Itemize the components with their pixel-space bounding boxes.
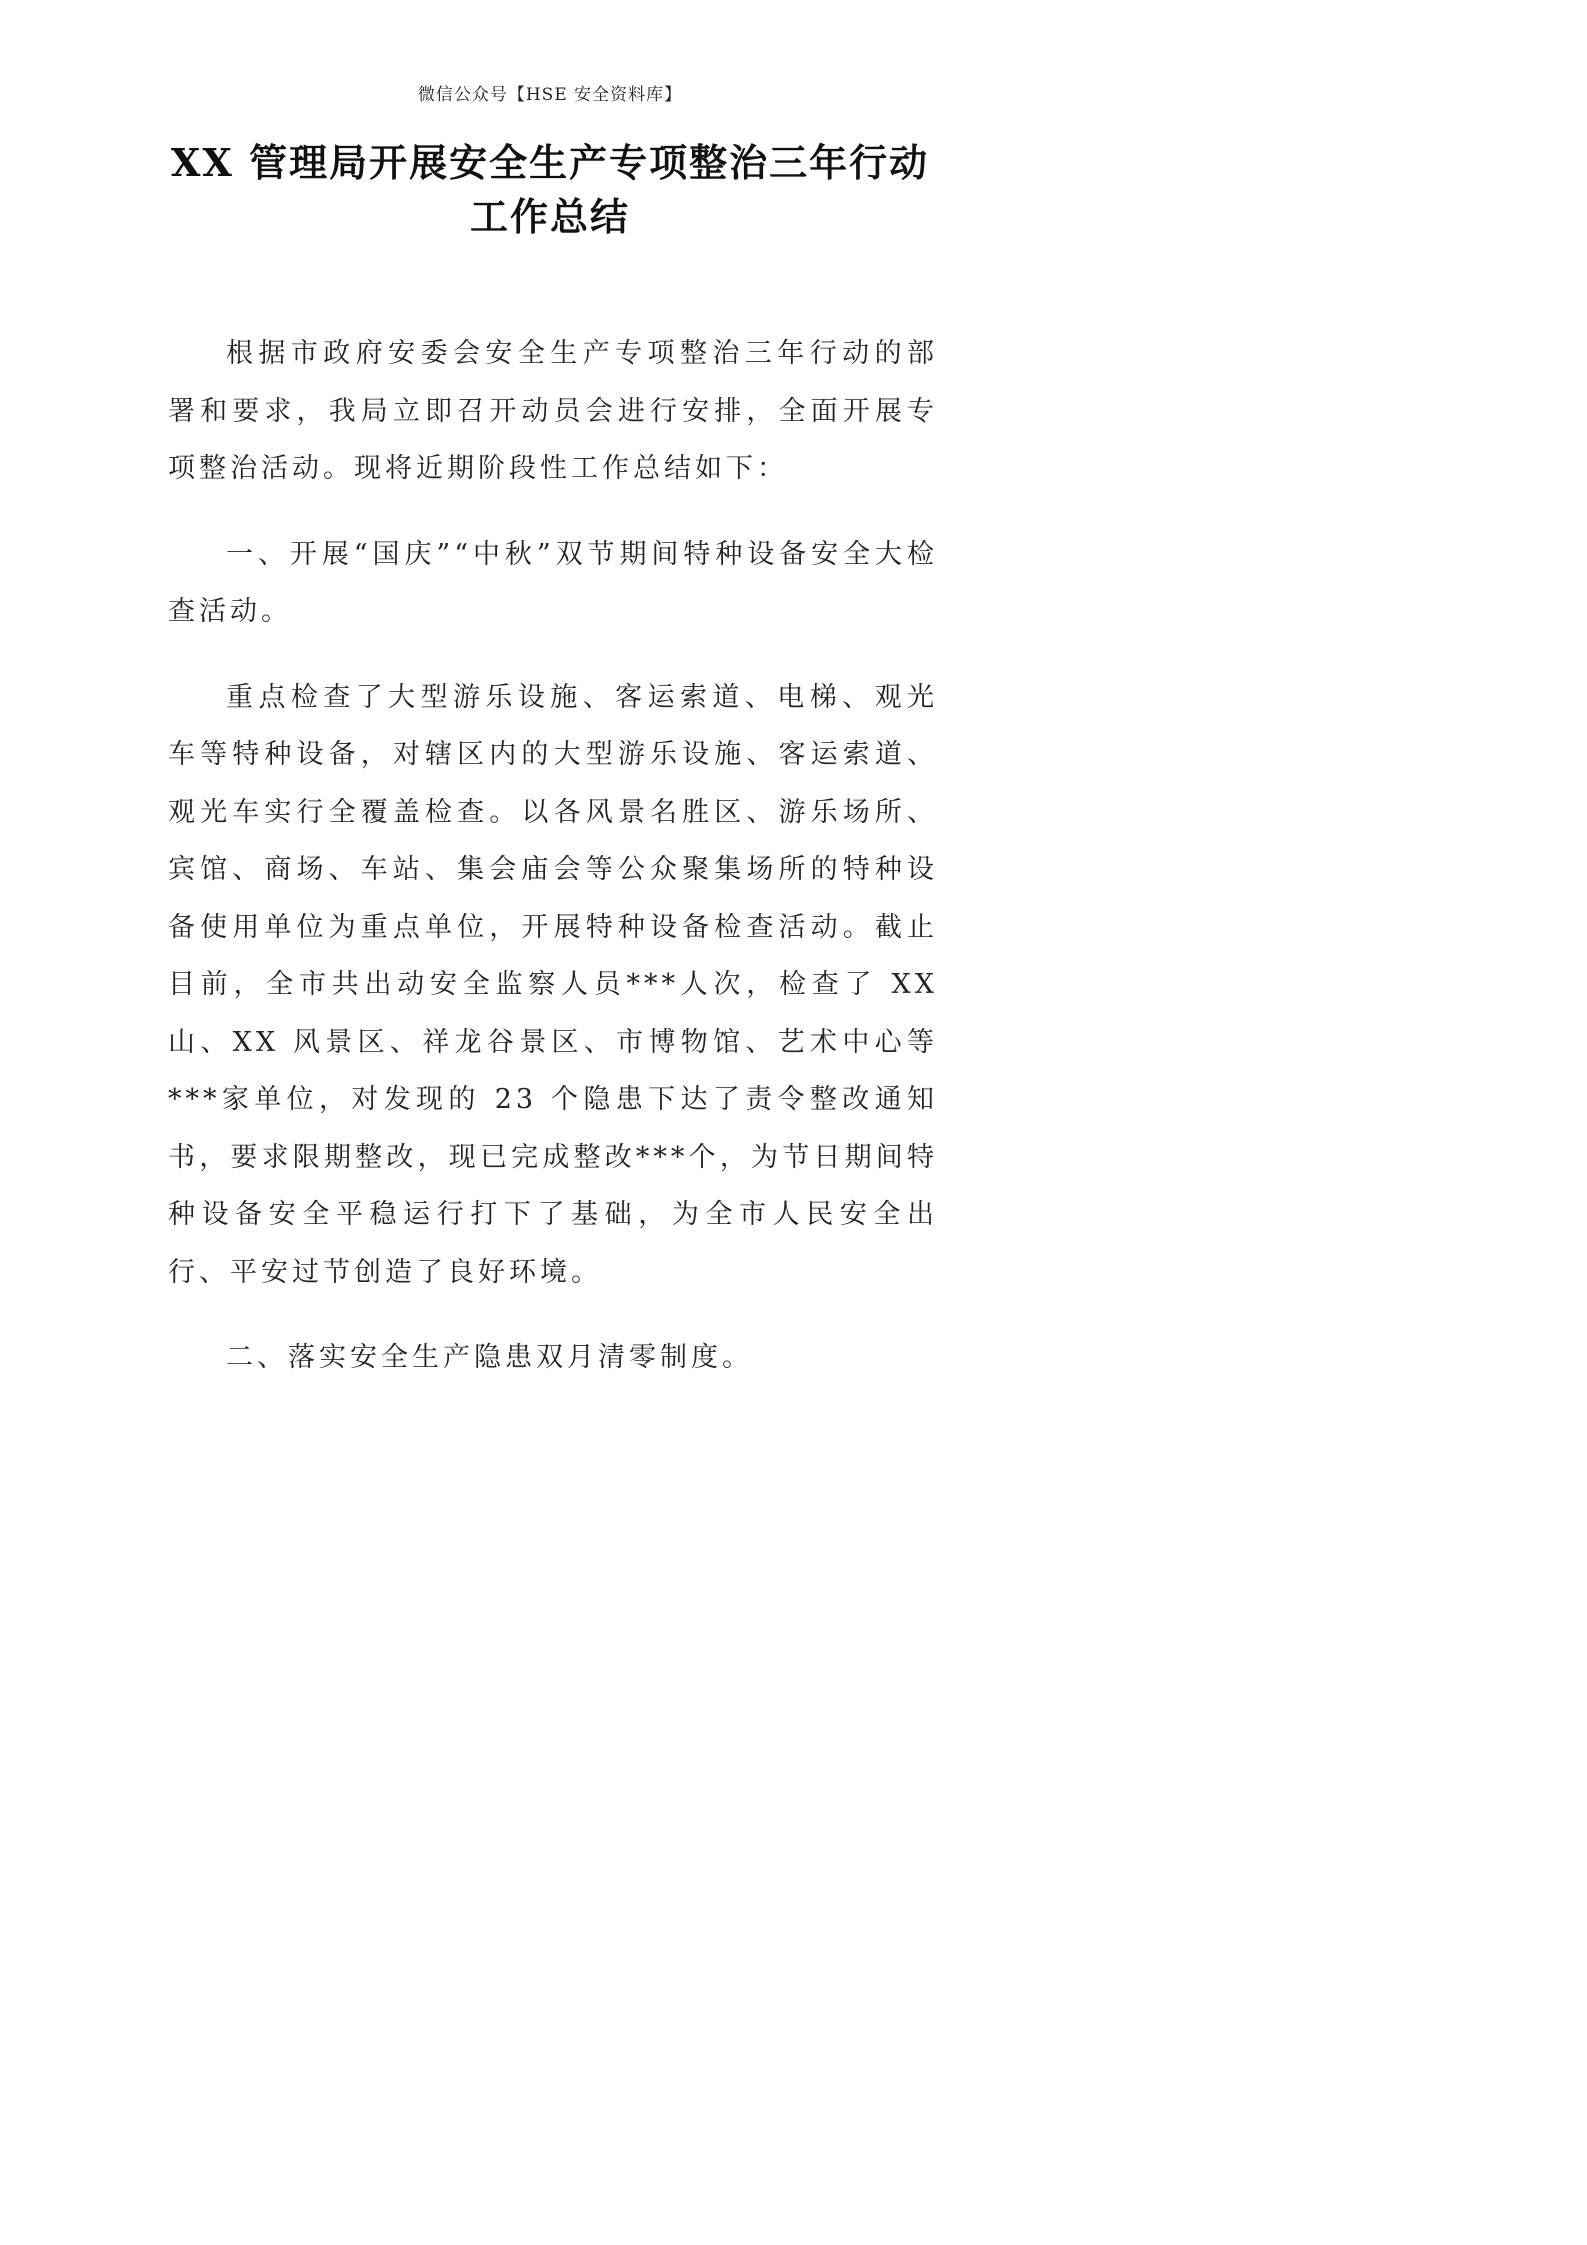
paragraph-intro: 根据市政府安委会安全生产专项整治三年行动的部署和要求，我局立即召开动员会进行安排，全面开展专项整治活动。现将近期阶段性工作总结如下： bbox=[168, 338, 938, 484]
paragraph-section-1: 重点检查了大型游乐设施、客运索道、电梯、观光车等特种设备，对辖区内的大型游乐设施、客运索道、观光车实行全覆盖检查。以各风景名胜区、游乐场所、宾馆、商场、车站、集会庙会等公众聚集场所的特种设备使用单位为重点单位，开展特种设备检查活动。截止目前，全市共出动安全监察人员***人次，检查了 XX 山、XX 风景区、祥龙谷景区、市博物馆、艺术中心等***家单位，对发现的 23 个隐患下达了责令整改通知书，要求限期整改，现已完成整改***个，为节日期间特种设备安全平稳运行打下了基础，为全市人民安全出行、平安过节创造了良好环境。 bbox=[168, 681, 938, 1288]
document-page bbox=[0, 0, 1100, 1556]
page-title bbox=[140, 136, 960, 244]
header-note: 微信公众号【HSE 安全资料库】 bbox=[417, 85, 683, 105]
title-line-1: XX 管理局开展安全生产专项整治三年行动 bbox=[170, 140, 930, 185]
title-line-2: 工作总结 bbox=[469, 194, 630, 239]
document-body bbox=[168, 325, 938, 1415]
section-heading-2: 二、落实安全生产隐患双月清零制度。 bbox=[226, 1342, 753, 1373]
section-heading-1: 一、开展“国庆”“中秋”双节期间特种设备安全大检查活动。 bbox=[168, 538, 938, 627]
